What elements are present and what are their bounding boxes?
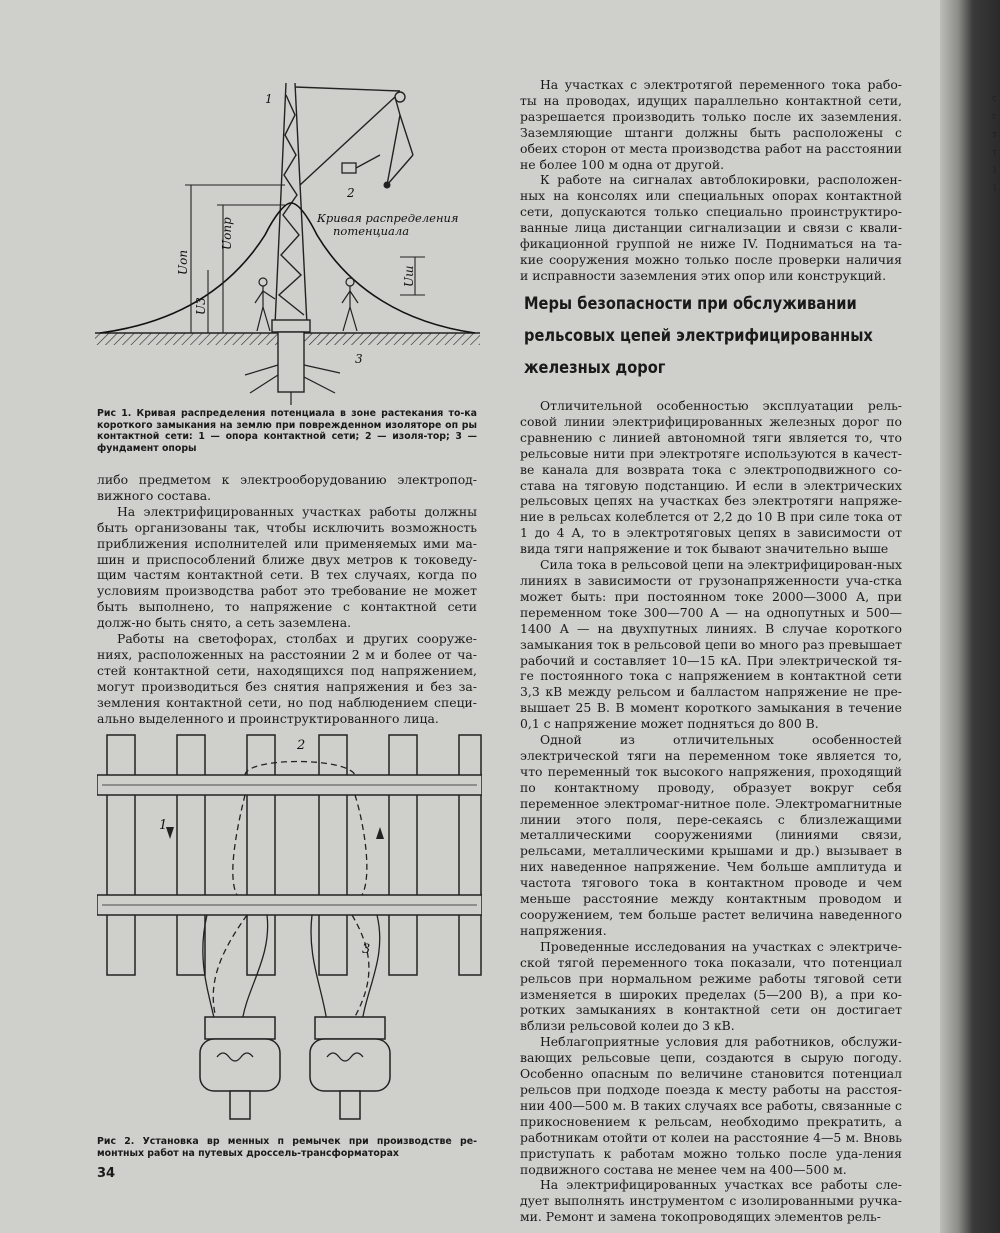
paragraph: На электрифицированных участках все работы сле-дует выполнять инструментом с изолированными ручка-ми. Ремонт и замена токопроводящих элементов рель- xyxy=(520,1177,902,1225)
curve-label-line2: потенциала xyxy=(333,224,410,238)
fig2-label-3: 3 xyxy=(362,942,371,957)
person-away xyxy=(342,278,358,331)
paragraph: Проведенные исследования на участках с электриче-ской тягой переменного тока показали, что потенциал рельсов при нормальном режиме работы тяговой сети изменяется в широких пределах (5—200 В), а при ко-ротких замыканиях в контактной сети он достигает вблизи рельсовой колеи до 3 кВ. xyxy=(520,938,902,1034)
paragraph: Сила тока в рельсовой цепи на электрифицирован-ных линиях в зависимости от грузонапряженности уча-стка может быть: при постоянном токе 2000—3000 А, при переменном токе 300—700 А — на однопутных и 500—1400 А — на двухпутных линиях. В случае короткого замыкания ток в рельсовой цепи во много раз превышает рабочий и составляет 10—15 кА. При электрической тя-ге постоянного тока с напряжением в контактной сети 3,3 кВ между рельсом и балластом напряжение не пре-вышает 25 В. В момент короткого замыкания в течение 0,1 с напряжение может подняться до 800 В. xyxy=(520,557,902,732)
page-number: 34 xyxy=(97,1166,116,1181)
rails xyxy=(97,775,482,915)
mast-1 xyxy=(275,83,307,325)
right-column-body-text xyxy=(520,398,902,1225)
curve-label-line1: Кривая распределения xyxy=(317,211,459,225)
book-spine-shadow xyxy=(940,0,1000,1233)
figure-1-potential-curve xyxy=(95,75,480,405)
choke-transformer-left xyxy=(200,1017,280,1119)
figure-2-jumper-setup xyxy=(97,727,482,1132)
label-3: 3 xyxy=(355,352,363,366)
label-u-sh: Uш xyxy=(402,265,416,287)
right-column-top-text xyxy=(520,77,902,284)
paragraph: К работе на сигналах автоблокировки, расположен-ных на консолях или специальных опорах контактной сети, допускаются только специально проинструктиро-ванные лица дистанции сигнализации и связи с квали-фикационной группой не ниже IV. Подниматься на та-кие сооружения можно только после проверки наличия и исправности заземления этих опор или конструкций. xyxy=(520,172,902,283)
next-page-edge-letters: с г т т 1 1 xyxy=(992,94,998,194)
paragraph: либо предметом к электрооборудованию электропод-вижного состава. xyxy=(97,472,477,503)
dimension-lines xyxy=(185,185,425,333)
paragraph: Одной из отличительных особенностей электрической тяги на переменном токе является то, что переменный ток высокого напряжения, проходящий по контактному проводу, образует вокруг себя переменное электромаг-нитное поле. Электромагнитные линии этого поля, пере-секаясь с близлежащими металлическими сооружениями (линиями связи, рельсами, металлическими крышами и др.) вызывает в них наведенное напряжение. Чем больше амплитуда и частота тягового тока в контактном проводе и чем меньше расстояние между контактным проводом и сооружением, тем больше растет величина наведенного напряжения. xyxy=(520,732,902,938)
section-heading xyxy=(524,288,873,384)
fig2-label-1: 1 xyxy=(159,818,168,833)
heading-line: железных дорог xyxy=(524,358,666,378)
foundation-3 xyxy=(278,332,304,392)
paragraph: На участках с электротягой переменного тока рабо-ты на проводах, идущих параллельно контактной сети, разрешается производить только после их заземления. Заземляющие штанги должны быть расположены с обеих сторон от места производства работ на расстоянии не более 100 м одна от другой. xyxy=(520,77,902,172)
foundation-top xyxy=(272,320,310,332)
heading-line: Меры безопасности при обслуживании xyxy=(524,294,857,314)
left-column-text xyxy=(97,472,477,727)
label-1: 1 xyxy=(265,92,273,106)
choke-transformer-right xyxy=(310,1017,390,1119)
insulator-2 xyxy=(342,163,356,173)
label-2: 2 xyxy=(347,186,355,200)
heading-line: рельсовых цепей электрифицированных xyxy=(524,326,873,346)
sleepers xyxy=(107,735,481,975)
label-u-on: Uоп xyxy=(176,249,190,275)
paragraph: Работы на светофорах, столбах и других сооруже-ниях, расположенных на расстоянии 2 м и более от ча-стей контактной сети, находящихся под напряжением, могут производиться без снятия напряжения и без за-земления контактной сети, но под наблюдением специ-ально выделенного и проинструктированного лица. xyxy=(97,631,477,726)
paragraph: На электрифицированных участках работы должны быть организованы так, чтобы исключить возможность приближения исполнителей или применяемых ими ма-шин и приспособлений ближе двух метров к токоведу-щим частям контактной сети. В тех случаях, когда по условиям производства работ это требование не может быть выполнено, то напряжение с контактной сети долж-но быть снято, а сеть заземлена. xyxy=(97,503,477,631)
label-u-3: U3 xyxy=(194,297,208,315)
fig2-label-2: 2 xyxy=(297,738,306,753)
figure-1-caption: Рис 1. Кривая распределения потенциала в зоне растекания то-ка короткого замыкания на землю при поврежденном изоляторе оп ры контактной сети: 1 — опора контактной сети; 2 — изоля-тор; 3 — фундамент опоры xyxy=(97,408,477,454)
label-u-opr: Uопр xyxy=(220,217,234,250)
paragraph: Неблагоприятные условия для работников, обслужи-вающих рельсовые цепи, создаются в сырую погоду. Особенно опасным по величине становится потенциал рельсов при подходе поезда к месту работы на расстоя-нии 400—500 м. В таких случаях все работы, связанные с прикосновением к рельсам, необходимо прекратить, а работникам отойти от колеи на расстояние 4—5 м. Вновь приступать к работам можно только после уда-ления подвижного состава не менее чем на 400—500 м. xyxy=(520,1034,902,1177)
paragraph: Отличительной особенностью эксплуатации рель-совой линии электрифицированных железных дорог по сравнению с линией автономной тяги является то, что рельсовые нити при электротяге используются в качест-ве канала для возврата тока с электроподвижного со-става на тяговую подстанцию. И если в электрических рельсовых цепях на участках без электротяги напряже-ние в рельсах колеблется от 2,2 до 10 В при силе тока от 1 до 4 А, то в электротяговых цепях в зависимости от вида тяги напряжение и ток бывают значительно выше xyxy=(520,398,902,557)
figure-2-caption: Рис 2. Установка вр менных п ремычек при производстве ре-монтных работ на путевых дроссель-трансформаторах xyxy=(97,1136,477,1159)
bracket xyxy=(295,87,413,185)
